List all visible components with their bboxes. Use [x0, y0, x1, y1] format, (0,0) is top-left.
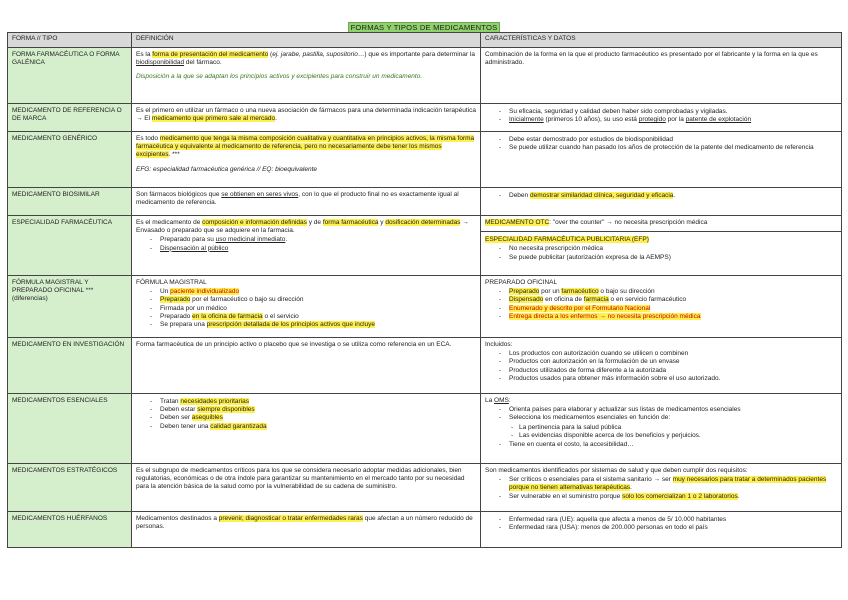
list-item: - Productos usados para obtener más información sobre el uso autorizado.	[485, 375, 837, 383]
row-characteristics: PREPARADO OFICINAL - Preparado por un farmacéutico o bajo su dirección - Dispensado en oficina de farmacia o en servicio farmacéutico - Enumerado y descrito por el Formulario Nacional - Entrega directa a los enfermos → no necesita prescripción médica	[481, 276, 842, 338]
list-item: - Selecciona los medicamentos esenciales en función de:	[485, 414, 837, 422]
list-item: - Ser críticos o esenciales para el sistema sanitario → ser muy necesarios para tratar a determinados pacientes porque no tienen alternativas terapéuticas.	[485, 476, 837, 492]
list-item: - Enfermedad rara (UE): aquella que afecta a menos de 5/ 10.000 habitantes	[485, 516, 837, 524]
list-item: - Deben estar siempre disponibles	[136, 406, 476, 414]
header-row	[8, 33, 842, 48]
row-definition: Son fármacos biológicos que se obtienen en seres vivos, con lo que el producto final no es exactamente igual al medicamento de referencia.	[132, 188, 481, 216]
list-item: - Ser vulnerable en el suministro porque solo los comercializan 1 o 2 laboratorios.	[485, 493, 837, 501]
list-item: - Se puede publicitar (autorización expresa de la AEMPS)	[485, 254, 837, 262]
list-item: - Inicialmente (primeros 10 años), su uso está protegido por la patente de explotación	[485, 116, 837, 124]
sub-list-item: - La pertinencia para la salud pública	[485, 424, 837, 432]
list-item: - Su eficacia, seguridad y calidad deben haber sido comprobadas y vigiladas.	[485, 108, 837, 116]
list-item: - Deben ser asequibles	[136, 414, 476, 422]
row-characteristics: Incluidos: - Los productos con autorización cuando se utilicen o combinen - Productos con autorización en la formulación de un envase - Productos utilizados de forma diferente a la autorizada - Productos usados para obtener más información sobre el uso autorizado.	[481, 338, 842, 394]
list-item: - Preparado en la oficina de farmacia o el servicio	[136, 313, 476, 321]
list-item: - Enfermedad rara (USA): menos de 200.000 personas en todo el país	[485, 524, 837, 532]
sub-list-item: - Las evidencias disponible acerca de los beneficios y perjuicios.	[485, 432, 837, 440]
row-characteristics: MEDICAMENTO OTC: "over the counter" → no necesita prescripción médica ESPECIALIDAD FARMACÉUTICA PUBLICITARIA (EFP) - No necesita prescripción médica - Se puede publicitar (autorización expresa de la AEMPS)	[481, 216, 842, 276]
list-item: - Se puede utilizar cuando han pasado los años de protección de la patente del medicamento de referencia	[485, 144, 837, 152]
list-item: - Productos con autorización en la formulación de un envase	[485, 358, 837, 366]
list-item: - Entrega directa a los enfermos → no necesita prescripción médica	[485, 313, 837, 321]
otc-label: MEDICAMENTO OTC	[485, 219, 550, 226]
row-name: MEDICAMENTOS ESENCIALES	[8, 394, 132, 464]
row-characteristics	[481, 104, 842, 132]
row-name: MEDICAMENTOS ESTRATÉGICOS	[8, 464, 132, 512]
row-definition: Es el subgrupo de medicamentos críticos para los que se considera necesario adoptar medidas adicionales, bien regulatorias, económicas o de otra índole para garantizar su mantenimiento en el mercado tanto por su necesidad para la atención básica de la salud como por la vulnerabilidad de su cadena de suministro.	[132, 464, 481, 512]
list-item: - Preparado por un farmacéutico o bajo su dirección	[485, 288, 837, 296]
header-definicion: DEFINICIÓN	[132, 33, 481, 48]
list-item: - Debe estar demostrado por estudios de biodisponibilidad	[485, 136, 837, 144]
row-name: MEDICAMENTOS HUÉRFANOS	[8, 512, 132, 548]
row-definition	[132, 394, 481, 464]
row-definition: Es el medicamento de composición e información definidas y de forma farmacéutica y dosificación determinadas → Envasado o preparado que se adquiere en la farmacia. - Preparado para su uso medicinal inmediato. - Dispensación al público	[132, 216, 481, 276]
row-definition: Forma farmacéutica de un principio activo o placebo que se investiga o se utiliza como referencia en un ECA.	[132, 338, 481, 394]
header-forma-tipo: FORMA // TIPO	[8, 33, 132, 48]
medicines-table	[7, 32, 842, 548]
row-characteristics	[481, 188, 842, 216]
table-row	[8, 512, 842, 548]
row-name: FORMA FARMACÉUTICA O FORMA GALÉNICA	[8, 48, 132, 104]
table-row	[8, 276, 842, 338]
table-row	[8, 48, 842, 104]
table-row	[8, 104, 842, 132]
table-row	[8, 188, 842, 216]
header-caracteristicas: CARACTERÍSTICAS Y DATOS	[481, 33, 842, 48]
row-name: MEDICAMENTO BIOSIMILAR	[8, 188, 132, 216]
list-item: - Tratan necesidades prioritarias	[136, 398, 476, 406]
row-characteristics: Son medicamentos identificados por sistemas de salud y que deben cumplir dos requisitos: - Ser críticos o esenciales para el sistema sanitario → ser muy necesarios para tratar a determinados pacientes porque no tienen alternativas terapéuticas. - Ser vulnerable en el suministro porque solo los comercializan 1 o 2 laboratorios.	[481, 464, 842, 512]
row-name: MEDICAMENTO DE REFERENCIA O DE MARCA	[8, 104, 132, 132]
list-item: - Orienta países para elaborar y actualizar sus listas de medicamentos esenciales	[485, 406, 837, 414]
row-characteristics	[481, 132, 842, 188]
row-name: ESPECIALIDAD FARMACÉUTICA	[8, 216, 132, 276]
row-definition: Es la forma de presentación del medicamento (ej. jarabe, pastilla, supositorio…) que es importante para determinar la biodisponibilidad del fármaco. Disposición a la que se adaptan los principios activos y excipientes para construir un medicamento.	[132, 48, 481, 104]
row-definition: Es el primero en utilizar un fármaco o una nueva asociación de fármacos para una determinada indicación terapéutica → El medicamento que primero sale al mercado.	[132, 104, 481, 132]
row-definition: Es todo medicamento que tenga la misma composición cualitativa y cuantitativa en principios activos, la misma forma farmacéutica y equivalente al medicamento de referencia, pero no necesariamente debe tener los mismos excipientes. *** EFG: especialidad farmacéutica genérica // EQ: bioequivalente	[132, 132, 481, 188]
list-item: - Productos utilizados de forma diferente a la autorizada	[485, 367, 837, 375]
list-item: - Preparado por el farmacéutico o bajo su dirección	[136, 296, 476, 304]
definition-note: EFG: especialidad farmacéutica genérica // EQ: bioequivalente	[136, 165, 318, 173]
definition-note: Disposición a la que se adaptan los principios activos y excipientes para construir un medicamento.	[136, 73, 423, 81]
row-definition: FÓRMULA MAGISTRAL - Un paciente individualizado - Preparado por el farmacéutico o bajo su dirección - Firmada por un médico - Preparado en la oficina de farmacia o el servicio - Se prepara una prescripción detallada de los principios activos que incluye	[132, 276, 481, 338]
table-row	[8, 132, 842, 188]
row-definition: Medicamentos destinados a prevenir, diagnosticar o tratar enfermedades raras que afectan a un número reducido de personas.	[132, 512, 481, 548]
list-item: - No necesita prescripción médica	[485, 245, 837, 253]
list-item: - Dispensado en oficina de farmacia o en servicio farmacéutico	[485, 296, 837, 304]
table-row	[8, 338, 842, 394]
document-title: FORMAS Y TIPOS DE MEDICAMENTOS	[348, 22, 501, 34]
list-item: - Tiene en cuenta el costo, la accesibilidad…	[485, 441, 837, 449]
table-row	[8, 216, 842, 276]
efp-label: ESPECIALIDAD FARMACÉUTICA PUBLICITARIA (EFP)	[485, 236, 649, 244]
list-item: - Enumerado y descrito por el Formulario Nacional	[485, 305, 837, 313]
table-row	[8, 394, 842, 464]
row-name: MEDICAMENTO EN INVESTIGACIÓN	[8, 338, 132, 394]
row-characteristics	[481, 512, 842, 548]
table-row	[8, 464, 842, 512]
list-item: - Los productos con autorización cuando se utilicen o combinen	[485, 350, 837, 358]
list-item: - Se prepara una prescripción detallada de los principios activos que incluye	[136, 321, 476, 329]
list-item: - Deben demostrar similaridad clínica, seguridad y eficacia.	[485, 192, 837, 200]
list-item: - Firmada por un médico	[136, 305, 476, 313]
list-item: - Un paciente individualizado	[136, 288, 476, 296]
list-item: - Deben tener una calidad garantizada	[136, 423, 476, 431]
row-name: MEDICAMENTO GENÉRICO	[8, 132, 132, 188]
row-name: FÓRMULA MAGISTRAL Y PREPARADO OFICINAL *** (diferencias)	[8, 276, 132, 338]
row-characteristics: La OMS: - Orienta países para elaborar y actualizar sus listas de medicamentos esenciales - Selecciona los medicamentos esenciales en función de: - La pertinencia para la salud pública - Las evidencias disponible acerca de los beneficios y perjuicios. - Tiene en cuenta el costo, la accesibilidad…	[481, 394, 842, 464]
list-item: - Preparado para su uso medicinal inmediato.	[136, 236, 476, 244]
row-characteristics: Combinación de la forma en la que el producto farmacéutico es presentado por el fabricante y la forma en la que es administrado.	[481, 48, 842, 104]
list-item: - Dispensación al público	[136, 245, 476, 253]
